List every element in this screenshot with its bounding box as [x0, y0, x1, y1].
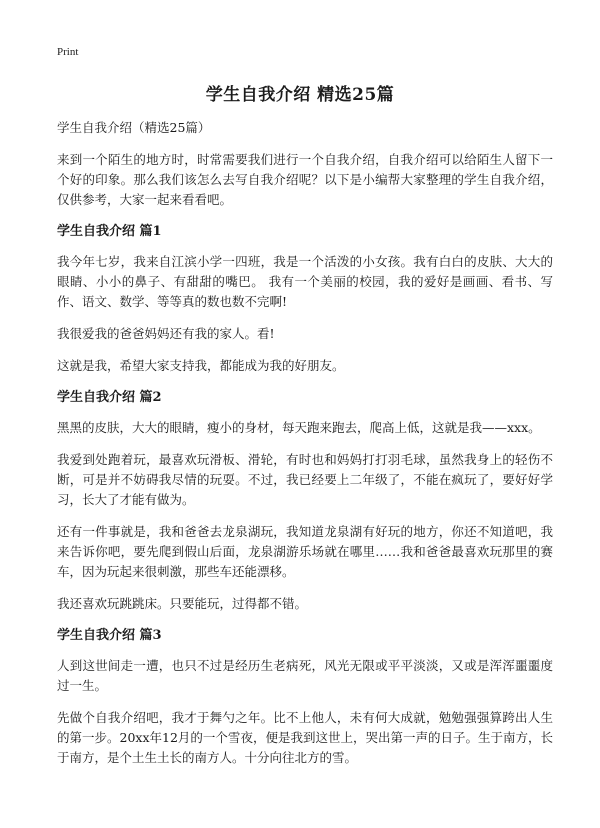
intro-paragraph: 来到一个陌生的地方时，时常需要我们进行一个自我介绍，自我介绍可以给陌生人留下一个好的印象。那么我们该怎么去写自我介绍呢？以下是小编帮大家整理的学生自我介绍，仅供参考，大家一起来看看吧。	[57, 152, 553, 207]
document-subtitle: 学生自我介绍（精选25篇）	[57, 120, 211, 135]
section-2-paragraph: 黑黑的皮肤，大大的眼睛，瘦小的身材，每天跑来跑去，爬高上低，这就是我——xxx。	[57, 420, 541, 435]
section-2-paragraph: 还有一件事就是，我和爸爸去龙泉湖玩，我知道龙泉湖有好玩的地方，你还不知道吧，我来告诉你吧，要先爬到假山后面，龙泉湖游乐场就在哪里……我和爸爸最喜欢玩那里的赛车，因为玩起来很刺激，那些车还能漂移。	[57, 524, 553, 579]
section-1-paragraph: 我很爱我的爸爸妈妈还有我的家人。看!	[57, 326, 275, 341]
document-title: 学生自我介绍 精选25篇	[205, 85, 395, 105]
section-heading-3: 学生自我介绍 篇3	[57, 628, 162, 643]
print-label: Print	[57, 46, 79, 58]
section-3-paragraph: 先做个自我介绍吧，我才于舞勺之年。比不上他人，未有何大成就，勉勉强强算跨出人生的第一步。20xx年12月的一个雪夜，便是我到这世上，哭出第一声的日子。生于南方，长于南方，是个土生土长的南方人。十分向往北方的雪。	[57, 710, 553, 765]
section-heading-1: 学生自我介绍 篇1	[57, 224, 162, 239]
section-heading-2: 学生自我介绍 篇2	[57, 390, 162, 405]
section-2-paragraph: 我还喜欢玩跳跳床。只要能玩，过得都不错。	[57, 596, 308, 611]
document-body	[57, 118, 553, 780]
section-1-paragraph: 这就是我，希望大家支持我，都能成为我的好朋友。	[57, 358, 345, 373]
section-3-paragraph: 人到这世间走一遭，也只不过是经历生老病死，风光无限或平平淡淡，又或是浑浑噩噩度过一生。	[57, 658, 553, 693]
section-1-paragraph: 我今年七岁，我来自江滨小学一四班，我是一个活泼的小女孩。我有白白的皮肤、大大的眼睛、小小的鼻子、有甜甜的嘴巴。 我有一个美丽的校园，我的爱好是画画、看书、写作、语文、数学、等等真的数也数不完啊!	[57, 254, 553, 309]
section-2-paragraph: 我爱到处跑着玩，最喜欢玩滑板、滑轮，有时也和妈妈打打羽毛球，虽然我身上的轻伤不断，可是并不妨碍我尽情的玩耍。不过，我已经要上二年级了，不能在疯玩了，要好好学习，长大了才能有做为。	[57, 452, 553, 507]
